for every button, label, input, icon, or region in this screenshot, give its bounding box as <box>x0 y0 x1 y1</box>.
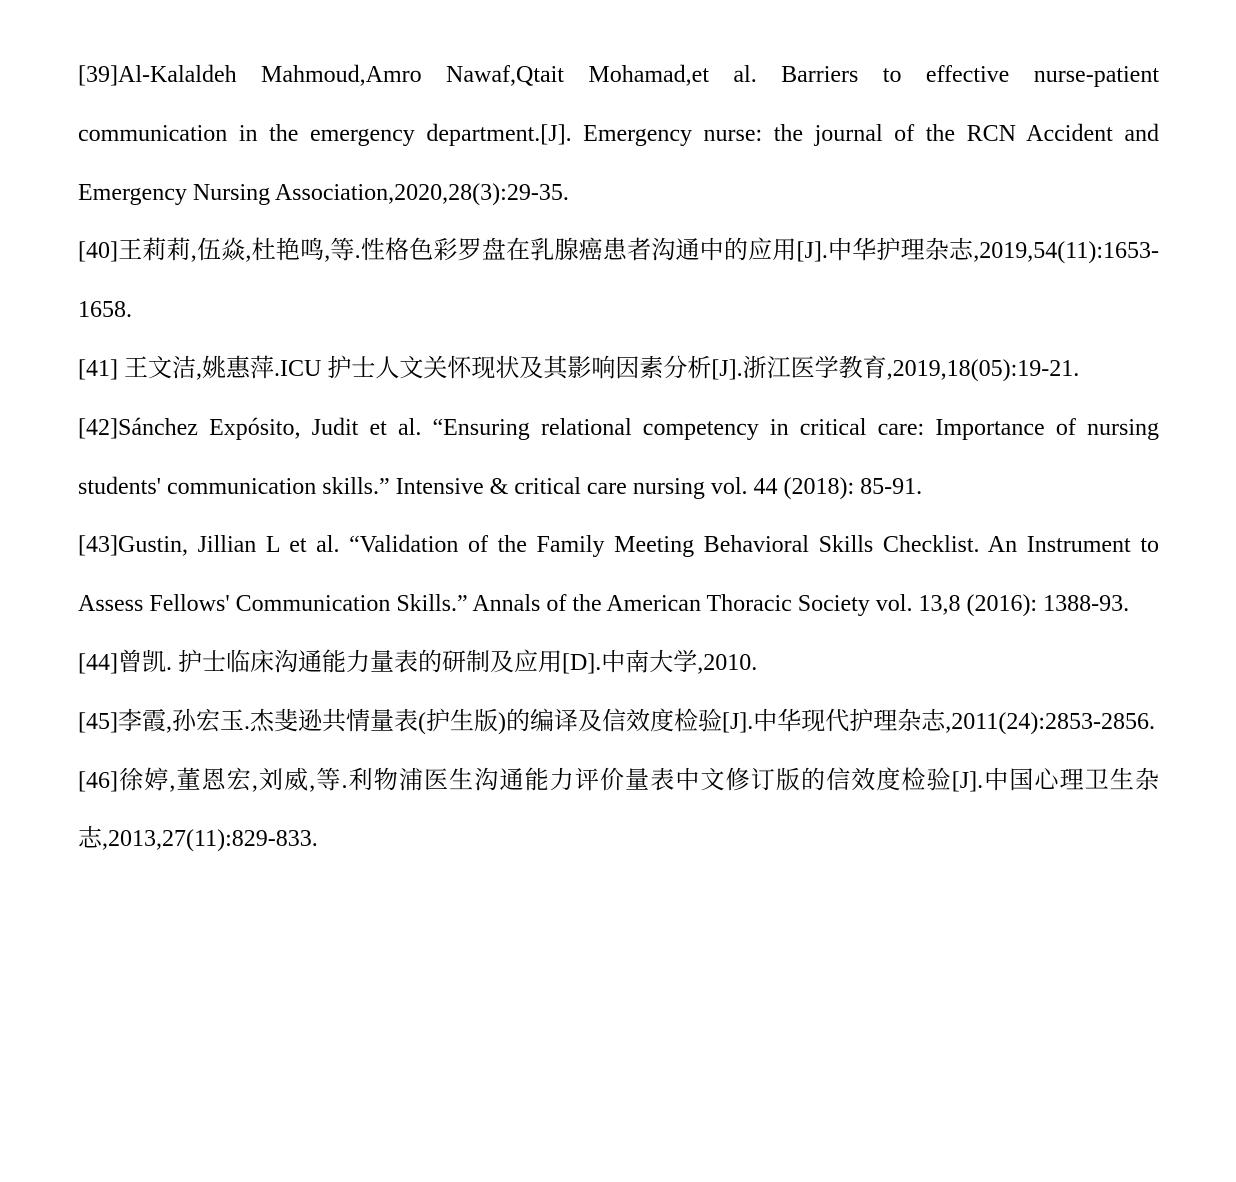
reference-list <box>78 46 1159 869</box>
reference-item-40: [40]王莉莉,伍焱,杜艳鸣,等.性格色彩罗盘在乳腺癌患者沟通中的应用[J].中华护理杂志,2019,54(11):1653-1658. <box>78 238 1159 324</box>
reference-item-46: [46]徐婷,董恩宏,刘威,等.利物浦医生沟通能力评价量表中文修订版的信效度检验[J].中国心理卫生杂志,2013,27(11):829-833. <box>78 767 1159 853</box>
reference-item-41: [41] 王文洁,姚惠萍.ICU 护士人文关怀现状及其影响因素分析[J].浙江医学教育,2019,18(05):19-21. <box>78 355 1080 382</box>
reference-item-39: [39]Al-Kalaldeh Mahmoud,Amro Nawaf,Qtait Mohamad,et al. Barriers to effective nurse-patient communication in the emergency department.[J]. Emergency nurse: the journal of the RCN Accident and Emergency Nursing Association,2020,28(3):29-35. <box>78 62 1159 206</box>
reference-item-44: [44]曾凯. 护士临床沟通能力量表的研制及应用[D].中南大学,2010. <box>78 649 758 676</box>
reference-item-43: [43]Gustin, Jillian L et al. “Validation of the Family Meeting Behavioral Skills Checklist. An Instrument to Assess Fellows' Communication Skills.” Annals of the American Thoracic Society vol. 13,8 (2016): 1388-93. <box>78 532 1159 618</box>
reference-item-42: [42]Sánchez Expósito, Judit et al. “Ensuring relational competency in critical care: Importance of nursing students' communication skills.” Intensive & critical care nursing vol. 44 (2018): 85-91. <box>78 414 1159 500</box>
reference-item-45: [45]李霞,孙宏玉.杰斐逊共情量表(护生版)的编译及信效度检验[J].中华现代护理杂志,2011(24):2853-2856. <box>78 708 1156 735</box>
